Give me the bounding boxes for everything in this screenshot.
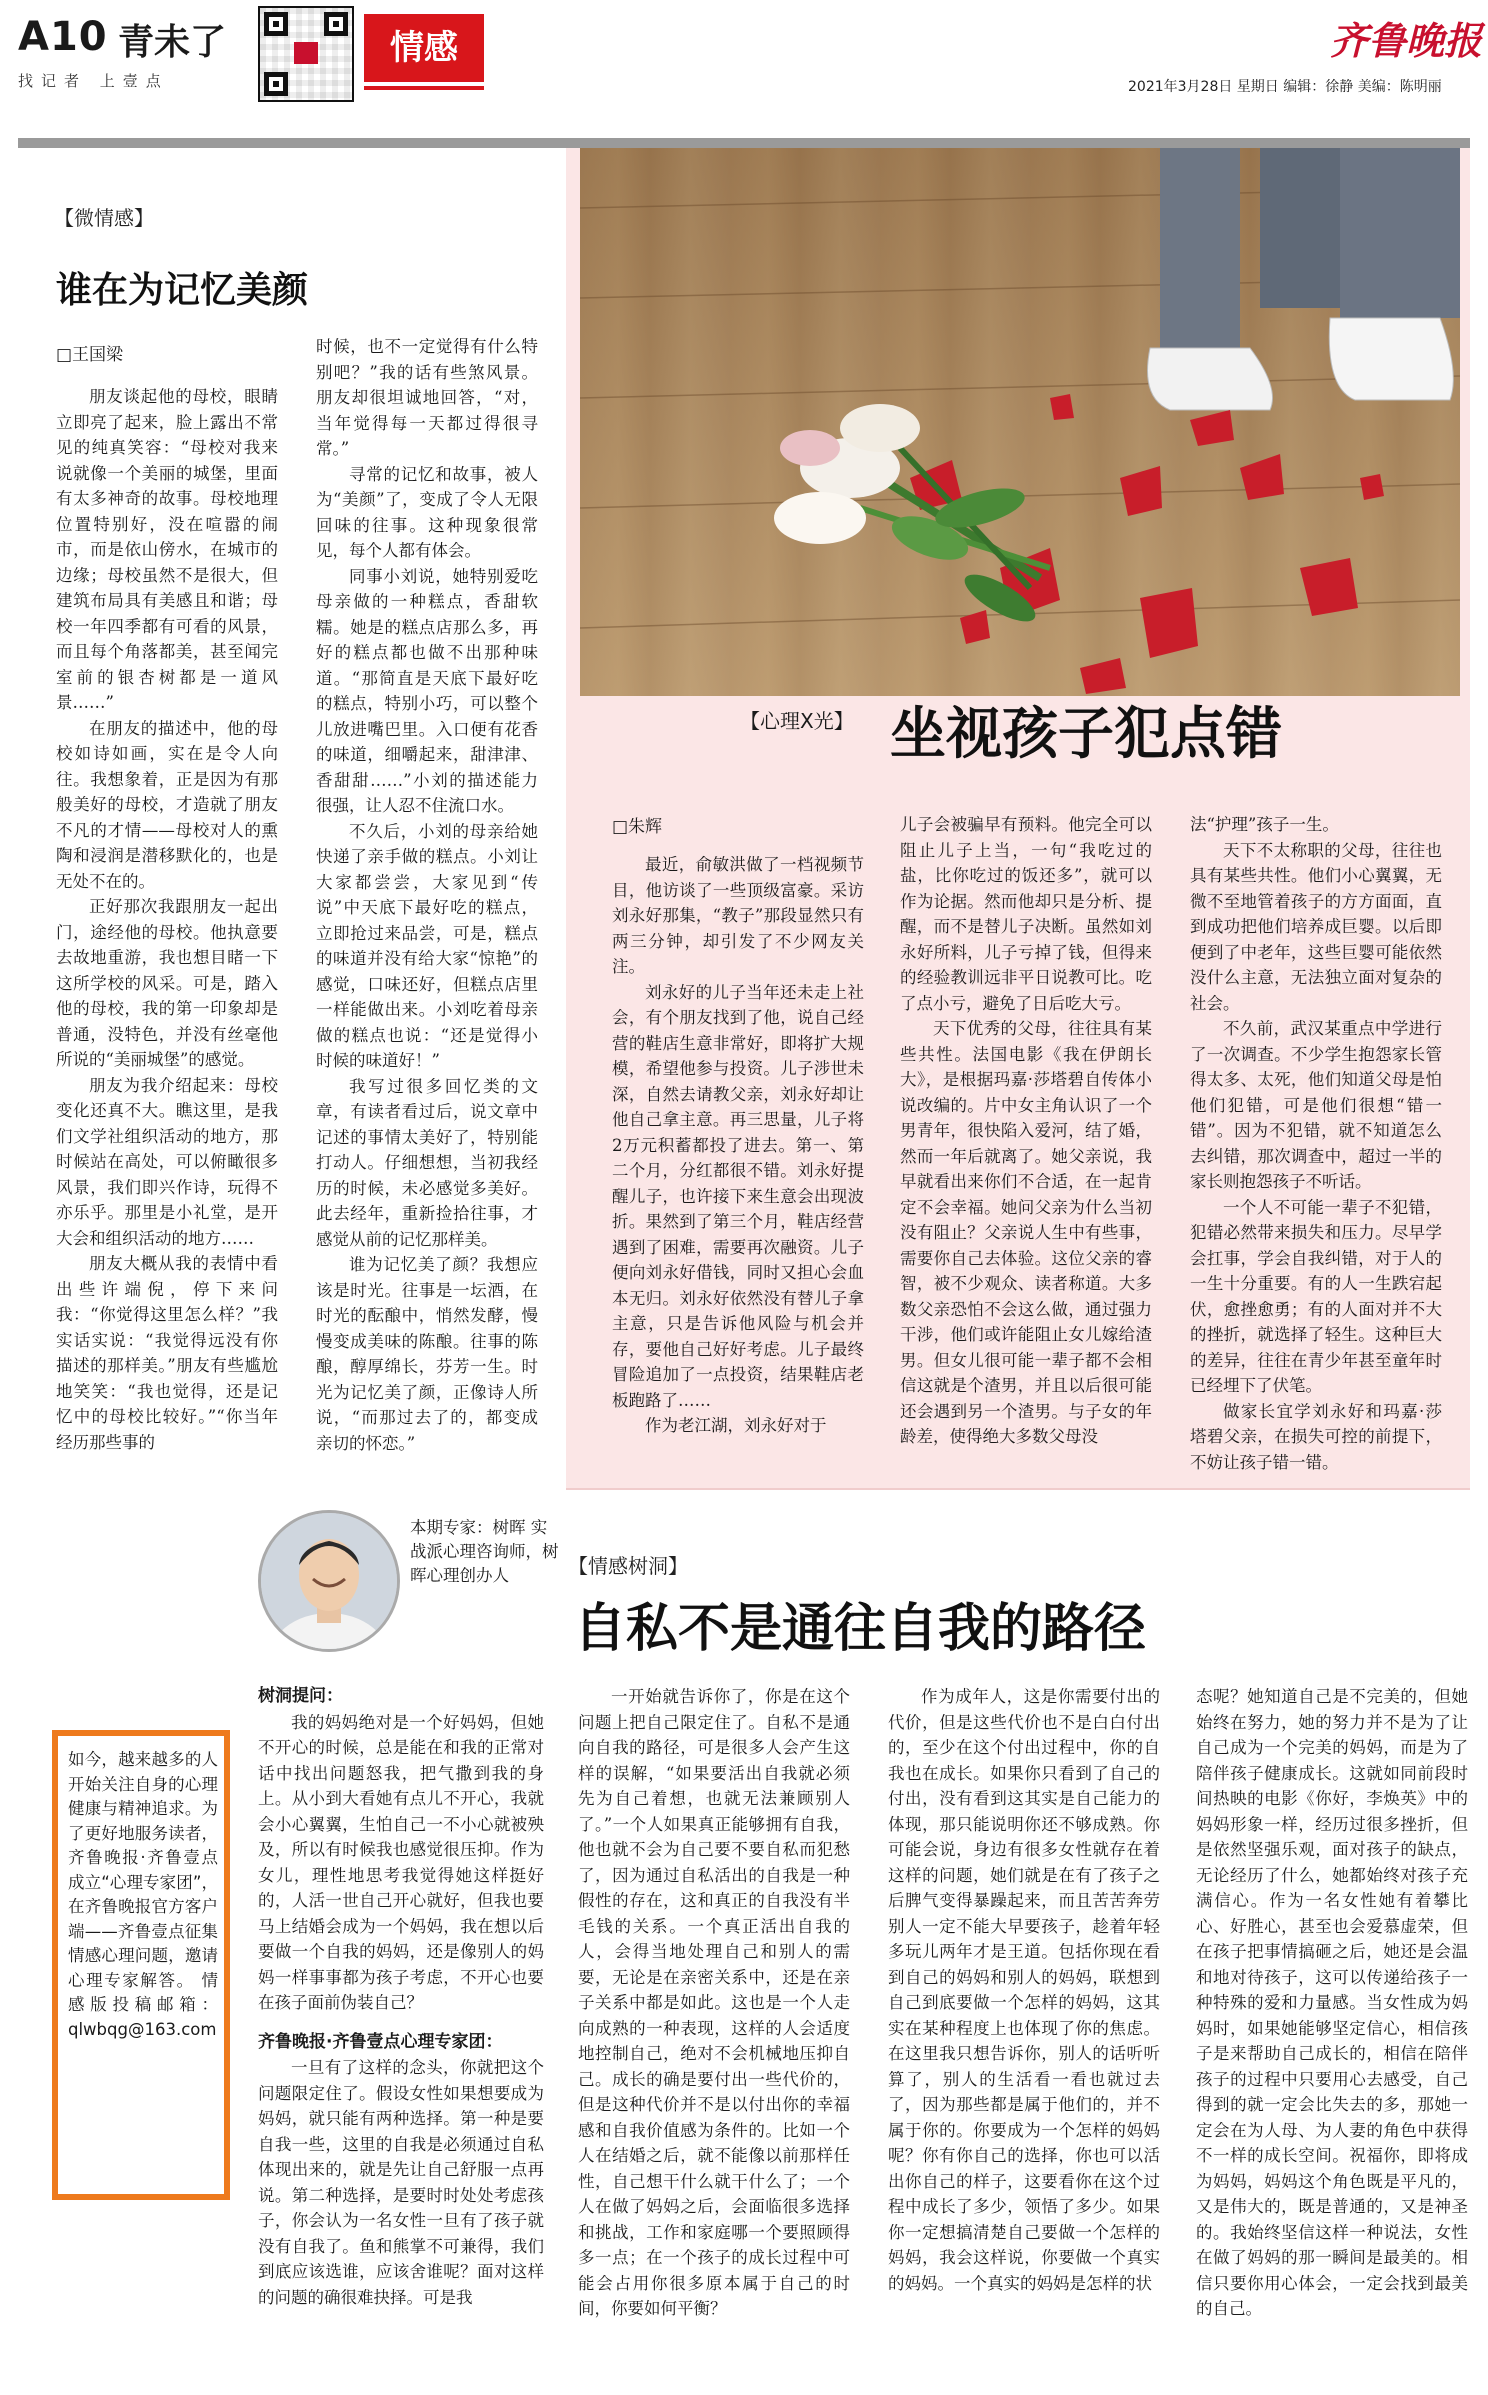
qr-code-icon[interactable] <box>258 6 354 102</box>
article-column-1 <box>612 852 864 1439</box>
article-title: 谁在为记忆美颜 <box>56 270 309 311</box>
answer-column-3: 作为成年人，这是你需要付出的代价，但是这些代价也不是白白付出的，至少在这个付出过程中，你的自我也在成长。如果你只看到了自己的付出，没有看到这其实是自己能力的体现，那只能说明你还不够成熟。你可能会说，身边有很多女性就存在着这样的问题，她们就是在有了孩子之后脾气变得暴躁起来，而且苦苦奔劳别人一定不能大早要孩子，趁着年轻多玩儿两年才是王道。包括你现在看到自己的妈妈和别人的妈妈，联想到自己到底要做一个怎样的妈妈，这其实在某种程度上也体现了你的焦虑。在这里我只想告诉你，别人的话听听算了，别人的生活看一看也就过去了，因为那些都是属于他们的，并不属于你的。你要成为一个怎样的妈妈呢？你有你自己的选择，你也可以活出你自己的样子，这要看你在这个过程中成长了多少，领悟了多少。如果你一定想搞清楚自己要做一个怎样的妈妈，我会这样说，你要做一个真实的妈妈。一个真实的妈妈是怎样的状 <box>888 1687 1160 2293</box>
paragraph: 作为老江湖，刘永好对于 <box>645 1416 827 1435</box>
paragraph: 谁为记忆美了颜？我想应该是时光。往事是一坛酒，在时光的酝酿中，悄然发酵，慢慢变成美味的陈酿。往事的陈酿，醇厚绵长，芬芳一生。时光为记忆美了颜，正像诗人所说，“而那过去了的，都变成亲切的怀恋。” <box>316 1255 538 1453</box>
section-tag-underline <box>364 86 484 90</box>
page-number: A10 <box>18 14 108 60</box>
paragraph: 天下优秀的父母，往往具有某些共性。法国电影《我在伊朗长大》，是根据玛嘉·莎塔碧自传体小说改编的。片中女主角认识了一个男青年，很快陷入爱河，结了婚，然而一年后就离了。她父亲说，我早就看出来你们不合适，在一起肯定不会幸福。她问父亲为什么当初没有阻止？父亲说人生中有些事，需要你自己去体验。这位父亲的睿智，被不少观众、读者称道。大多数父亲恐怕不会这么做，通过强力干涉，他们或许能阻止女儿嫁给渣男。但女儿很可能一辈子都不会相信这就是个渣男，并且以后很可能还会遇到另一个渣男。与子女的年龄差，使得绝大多数父母没 <box>900 1019 1152 1446</box>
sidebar-text: 如今，越来越多的人开始关注自身的心理健康与精神追求。为了更好地服务读者，齐鲁晚报·齐鲁壹点成立“心理专家团”，在齐鲁晚报官方客户端——齐鲁壹点征集情感心理问题，邀请心理专家解答。 情感版投稿邮箱：qlwbqg@163.com <box>68 1750 218 2039</box>
article-title: 坐视孩子犯点错 <box>890 702 1282 767</box>
paragraph: 做家长宜学刘永好和玛嘉·莎塔碧父亲，在损失可控的前提下，不妨让孩子错一错。 <box>1190 1401 1442 1472</box>
top-rule <box>18 138 1470 148</box>
header-subtitle: 找记者 上壹点 <box>18 72 169 90</box>
paragraph: 寻常的记忆和故事，被人为“美颜”了，变成了令人无限回味的往事。这种现象很常见，每个人都有体会。 <box>316 464 538 560</box>
article-tag: 【情感树洞】 <box>568 1554 688 1578</box>
answer-text: 一旦有了这样的念头，你就把这个问题限定住了。假设女性如果想要成为妈妈，就只能有两种选择。第一种是要自我一些，这里的自我是必须通过自私体现出来的，就是先让自己舒服一点再说。第二种选择，是要时时处处考虑孩子，你会认为一名女性一旦有了孩子就没有自我了。鱼和熊掌不可兼得，我们到底应该选谁，应该舍谁呢？面对这样的问题的确很难抉择。可是我 <box>258 2058 544 2307</box>
paragraph: 不久后，小刘的母亲给她快递了亲手做的糕点。小刘让大家都尝尝，大家见到“传说”中天底下最好吃的糕点，立即抢过来品尝，可是，糕点的味道并没有给大家“惊艳”的感觉，口味还好，但糕点店里一样能做出来。小刘吃着母亲做的糕点也说：“还是觉得小时候的味道好！” <box>316 821 538 1070</box>
paragraph: 在朋友的描述中，他的母校如诗如画，实在是令人向往。我想象着，正是因为有那般美好的母校，才造就了朋友不凡的才情——母校对人的熏陶和浸润是潜移默化的，也是无处不在的。 <box>56 718 278 891</box>
article-tag: 【微情感】 <box>54 206 154 230</box>
article-column-2 <box>900 812 1152 1450</box>
paragraph: 朋友为我介绍起来：母校变化还真不大。瞧这里，是我们文学社组织活动的地方，那时候站在高处，可以俯瞰很多风景，我们即兴作诗，玩得不亦乐乎。那里是小礼堂，是开大会和组织活动的地方…… <box>56 1075 278 1248</box>
column-name: 青未了 <box>118 22 227 63</box>
paragraph: 最近，俞敏洪做了一档视频节目，他访谈了一些顶级富豪。采访刘永好那集，“教子”那段显然只有两三分钟，却引发了不少网友关注。 <box>612 855 864 976</box>
paragraph: 正好那次我跟朋友一起出门，途经他的母校。他执意要去故地重游，我也想目睹一下这所学校的风采。可是，踏入他的母校，我的第一印象却是普通，没特色，并没有丝毫他所说的“美丽城堡”的感觉。 <box>56 897 278 1069</box>
article-tag: 【心理X光】 <box>740 709 854 733</box>
paragraph: 不久前，武汉某重点中学进行了一次调查。不少学生抱怨家长管得太多、太死，他们知道父母是怕他们犯错，可是他们很想“错一错”。因为不犯错，就不知道怎么去纠错，那次调查中，超过一半的家长则抱怨孩子不听话。 <box>1190 1019 1442 1191</box>
expert-portrait-photo <box>258 1510 400 1652</box>
paragraph: 时候，也不一定觉得有什么特别吧？”我的话有些煞风景。朋友却很坦诚地回答，“对，当年觉得每一天都过得很寻常。” <box>316 337 538 458</box>
article-byline: □王国梁 <box>56 345 124 365</box>
answer-column-2: 一开始就告诉你了，你是在这个问题上把自己限定住了。自私不是通向自我的路径，可是很多人会产生这样的误解，“如果要活出自我就必须先为自己着想，也就无法兼顾别人了。”一个人如果真正能够拥有自我，他也就不会为自己要不要自私而犯愁了，因为通过自私活出的自我是一种假性的存在，这和真正的自我没有半毛钱的关系。一个真正活出自我的人，会得当地处理自己和别人的需要，无论是在亲密关系中，还是在亲子关系中都是如此。这也是一个人走向成熟的一种表现，这样的人会适度地控制自己，绝对不会机械地压抑自己。成长的确是要付出一些代价的，但是这种代价并不是以付出你的幸福感和自我价值感为条件的。比如一个人在结婚之后，就不能像以前那样任性，自己想干什么就干什么了；一个人在做了妈妈之后，会面临很多选择和挑战，工作和家庭哪一个要照顾得多一点；在一个孩子的成长过程中可能会占用你很多原本属于自己的时间，你要如何平衡？ <box>578 1687 850 2318</box>
paragraph: 儿子会被骗早有预料。他完全可以阻止儿子上当，一句“我吃过的盐，比你吃过的饭还多”，就可以作为论据。然而他却只是分析、提醒，而不是替儿子决断。虽然如刘永好所料，儿子亏掉了钱，但得来的经验教训远非平日说教可比。吃了点小亏，避免了日后吃大亏。 <box>900 815 1152 1013</box>
qa-column-1 <box>258 1684 544 2310</box>
answer-label: 齐鲁晚报·齐鲁壹点心理专家团： <box>258 2031 503 2052</box>
paragraph: 刘永好的儿子当年还未走上社会，有个朋友找到了他，说自己经营的鞋店生意非常好，即将扩大规模，希望他参与投资。儿子涉世未深，自然去请教父亲，刘永好却让他自己拿主意。再三思量，儿子将2万元积蓄都投了进去。第一、第二个月，分红都很不错。刘永好提醒儿子，也许接下来生意会出现波折。果然到了第三个月，鞋店经营遇到了困难，需要再次融资。儿子便向刘永好借钱，同时又担心会血本无归。刘永好依然没有替儿子拿主意，只是告诉他风险与机会并存，要他自己好好考虑。儿子最终冒险追加了一点投资，结果鞋店老板跑路了…… <box>612 982 864 1410</box>
dateline: 2021年3月28日 星期日 编辑：徐静 美编：陈明丽 <box>1128 79 1442 95</box>
article-byline: □朱辉 <box>612 817 663 837</box>
section-tag: 情感 <box>364 14 484 82</box>
paragraph: 同事小刘说，她特别爱吃母亲做的一种糕点，香甜软糯。她是的糕点店那么多，再好的糕点都也做不出那种味道。“那简直是天底下最好吃的糕点，特别小巧，可以整个儿放进嘴巴里。入口便有花香的味道，细嚼起来，甜津津、香甜甜……”小刘的描述能力很强，让人忍不住流口水。 <box>316 566 538 815</box>
paragraph: 我写过很多回忆类的文章，有读者看过后，说文章中记述的事情太美好了，特别能打动人。仔细想想，当初我经历的时候，未必感觉多美好。此去经年，重新捡拾往事，才感觉从前的记忆那样美。 <box>316 1076 538 1249</box>
paragraph: 法“护理”孩子一生。 <box>1190 815 1339 834</box>
article-title: 自私不是通往自我的路径 <box>574 1599 1147 1659</box>
expert-intro: 本期专家：树晖 实战派心理咨询师，树晖心理创办人 <box>410 1518 559 1585</box>
question-text: 我的妈妈绝对是一个好妈妈，但她不开心的时候，总是能在和我的正常对话中找出问题怒我，把气撒到我的身上。从小到大看她有点儿不开心，我就会小心翼翼，生怕自己一不小心就被殃及，所以有时候我也感觉很压抑。作为女儿，理性地思考我觉得她这样挺好的，人活一世自己开心就好，但我也要马上结婚会成为一个妈妈，我在想以后要做一个自我的妈妈，还是像别人的妈妈一样事事都为孩子考虑，不开心也要在孩子面前伪装自己？ <box>258 1712 544 2012</box>
paragraph: 天下不太称职的父母，往往也具有某些共性。他们小心翼翼，无微不至地管着孩子的方方面面，直到成功把他们培养成巨婴。以后即便到了中老年，这些巨婴可能依然没什么主意，无法独立面对复杂的社会。 <box>1190 840 1442 1013</box>
photo-broken-vase-flowers <box>580 148 1460 696</box>
article-column-1 <box>56 384 278 1455</box>
paragraph: 朋友大概从我的表情中看出些许端倪，停下来问我：“你觉得这里怎么样？”我实话实说：“我觉得远没有你描述的那样美。”朋友有些尴尬地笑笑：“我也觉得，还是记忆中的母校比较好。”“你当年经历那些事的 <box>56 1254 278 1452</box>
masthead-logo: 齐鲁晚报 <box>1330 18 1483 63</box>
section-divider <box>566 1488 1470 1490</box>
article-column-3 <box>1190 812 1442 1475</box>
question-label: 树洞提问： <box>258 1686 343 1706</box>
paragraph: 一个人不可能一辈子不犯错，犯错必然带来损失和压力。尽早学会扛事，学会自我纠错，对于人的一生十分重要。有的人一生跌宕起伏，愈挫愈勇；有的人面对并不大的挫折，就选择了轻生。这种巨大的差异，往往在青少年甚至童年时已经埋下了伏笔。 <box>1190 1197 1442 1395</box>
paragraph: 朋友谈起他的母校，眼睛立即亮了起来，脸上露出不常见的纯真笑容：“母校对我来说就像一个美丽的城堡，里面有太多神奇的故事。母校地理位置特别好，没在喧嚣的闹市，而是依山傍水，在城市的边缘；母校虽然不是很大，但建筑布局具有美感且和谐；母校一年四季都有可看的风景，而且每个角落都美，甚至闻完室前的银杏树都是一道风景……” <box>56 387 278 712</box>
article-column-2 <box>316 334 538 1456</box>
answer-column-4: 态呢？她知道自己是不完美的，但她始终在努力，她的努力并不是为了让自己成为一个完美的妈妈，而是为了陪伴孩子健康成长。这就如同前段时间热映的电影《你好，李焕英》中的妈妈形象一样，经历过很多挫折，但是依然坚强乐观，面对孩子的缺点，无论经历了什么，她都始终对孩子充满信心。作为一名女性她有着攀比心、好胜心，甚至也会爱慕虚荣，但在孩子把事情搞砸之后，她还是会温和地对待孩子，这可以传递给孩子一种特殊的爱和力量感。当女性成为妈妈时，如果她能够坚定信心，相信孩子是来帮助自己成长的，相信在陪伴孩子的过程中只要用心去感受，自己得到的就一定会比失去的多，那她一定会在为人母、为人妻的角色中获得不一样的成长空间。祝福你，即将成为妈妈，妈妈这个角色既是平凡的，又是伟大的，既是普通的，又是神圣的。我始终坚信这样一种说法，女性在做了妈妈的那一瞬间是最美的。相信只要你用心体会，一定会找到最美的自己。 <box>1196 1687 1468 2318</box>
